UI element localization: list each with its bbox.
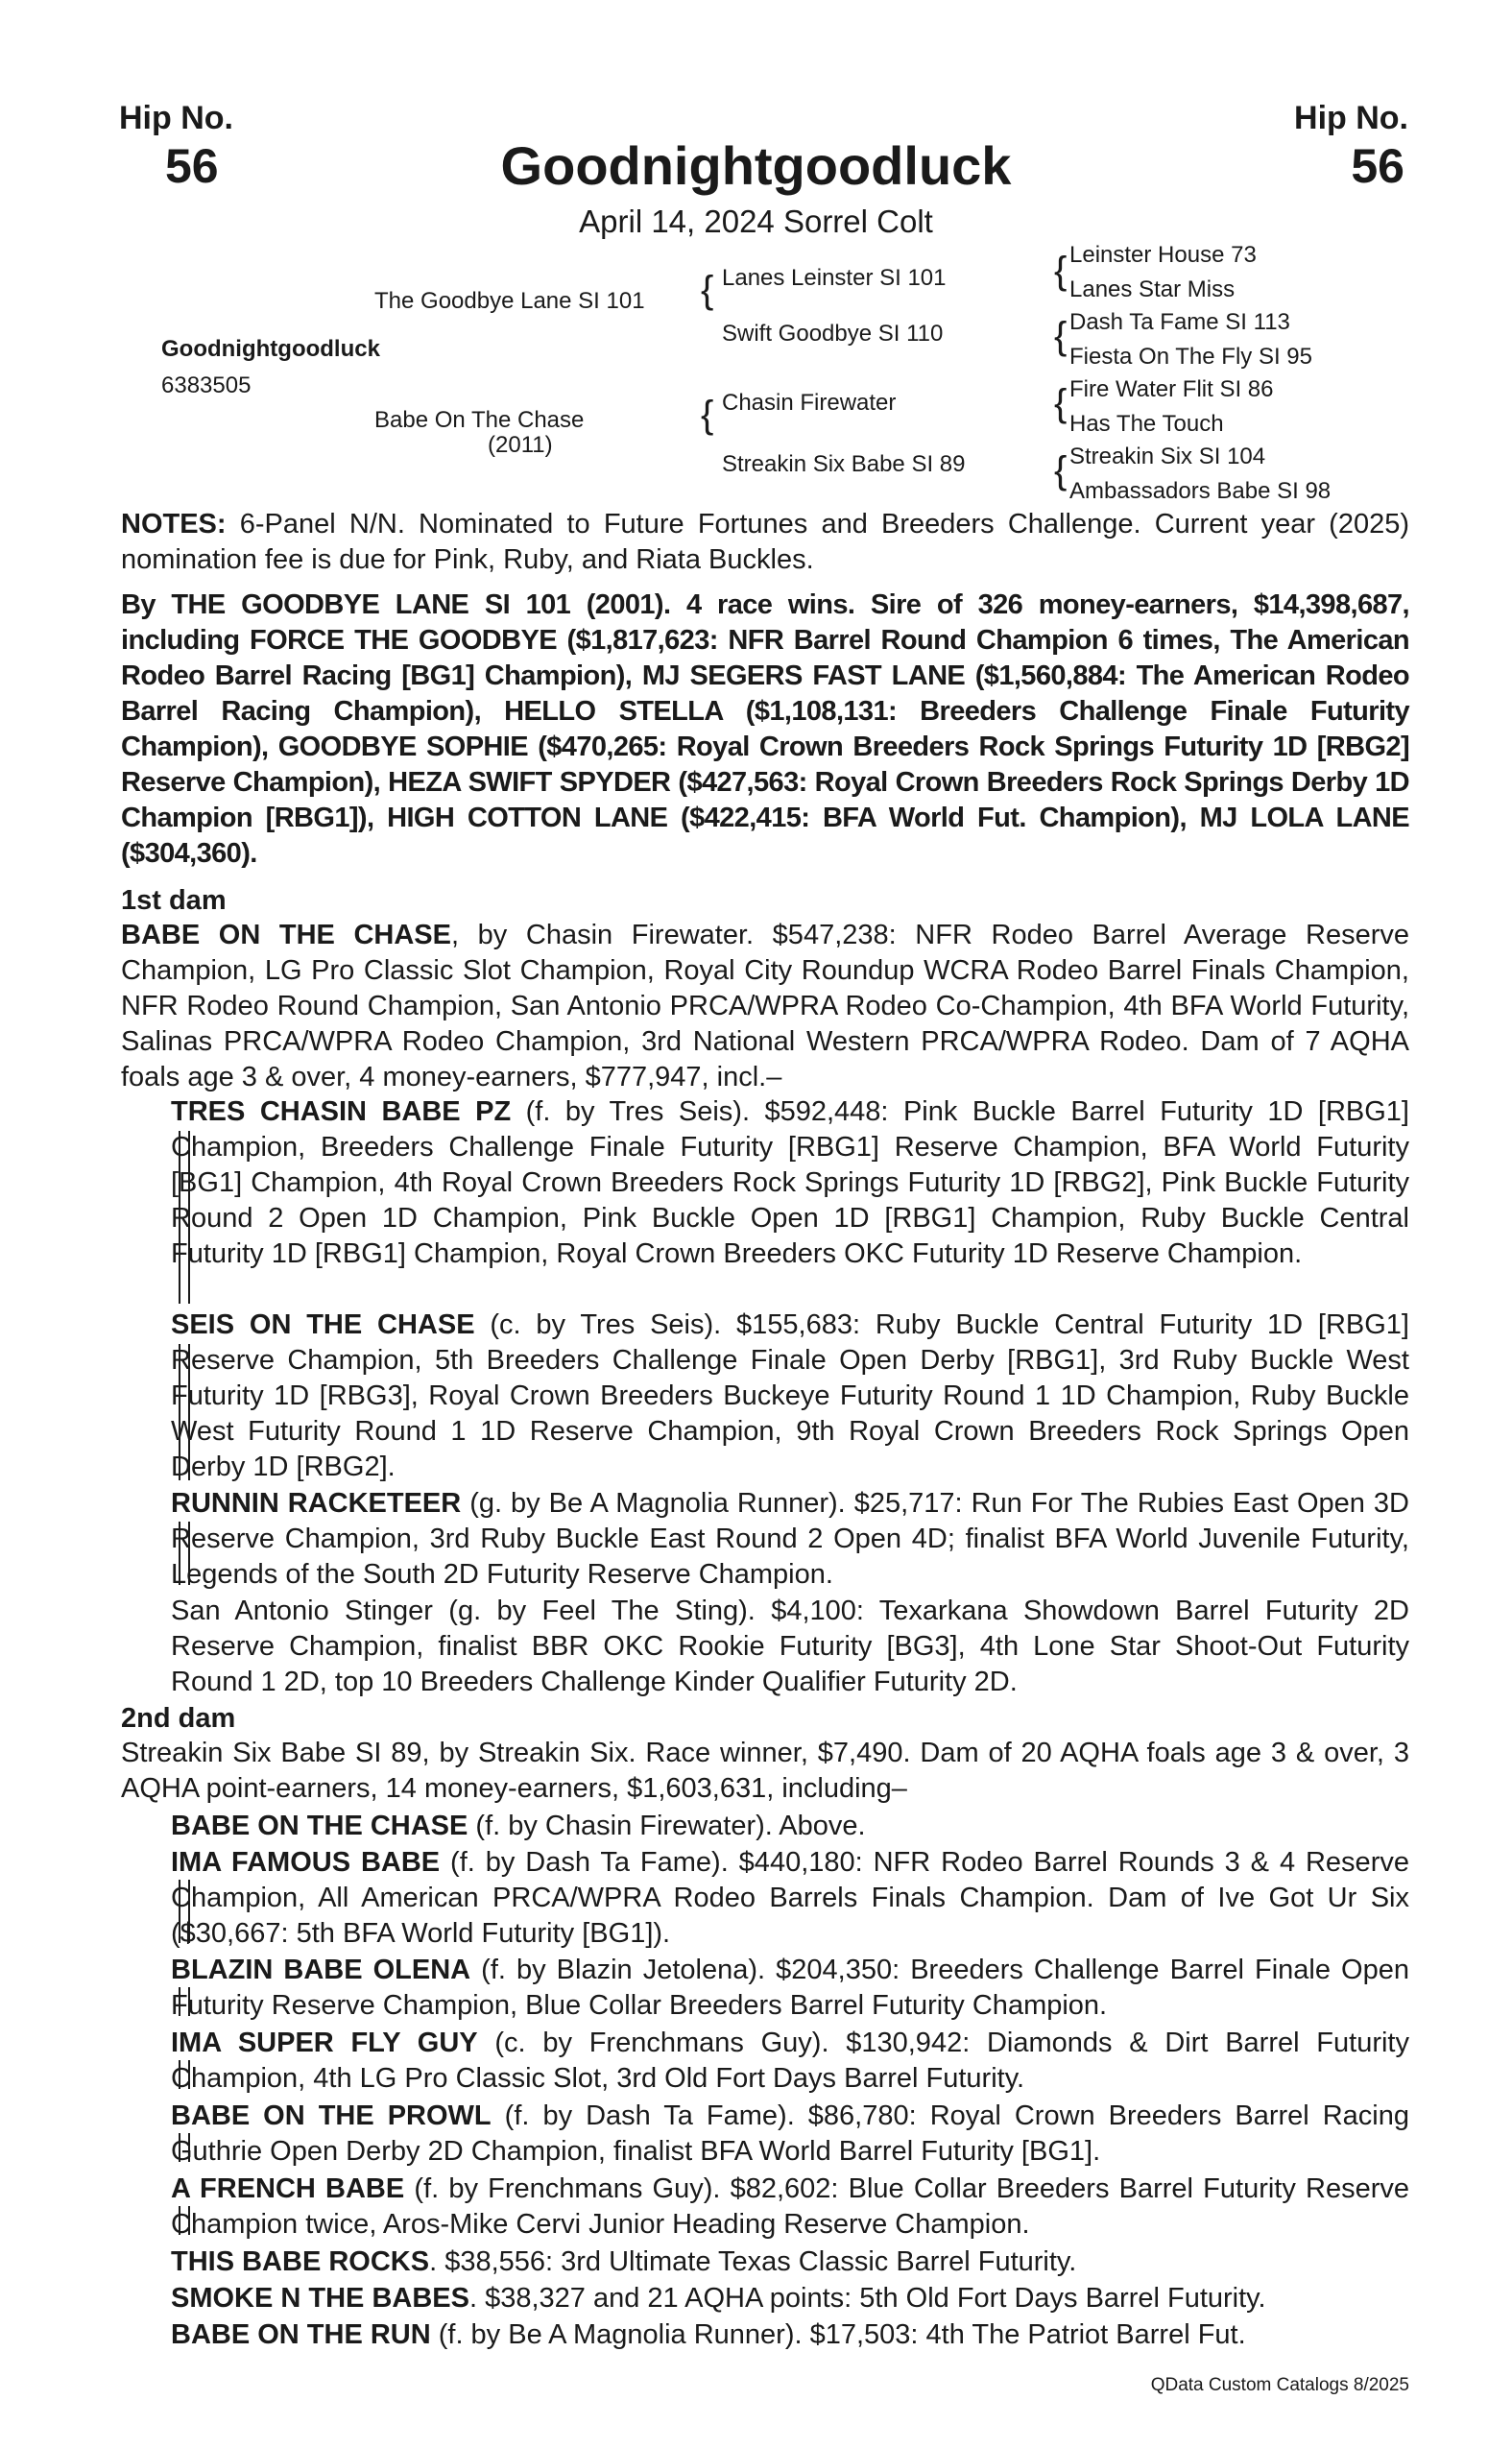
produce-text: (g. by Be A Magnolia Runner). $25,717: Run For The Rubies East Open 3D Reserve Champion, 3rd Ruby Buckle East Round 2 Open 4D; finalist BFA World Juvenile Futurity, Legends of the South 2D Futurity Reserve Champion. <box>171 1488 1409 1590</box>
produce-text: San Antonio Stinger (g. by Feel The Sting). $4,100: Texarkana Showdown Barrel Futurity 2D Reserve Champion, finalist BBR OKC Rookie Futurity [BG3], 4th Lone Star Shoot-Out Futurity Round 1 2D, top 10 Breeders Challenge Kinder Qualifier Futurity 2D. <box>171 1596 1409 1697</box>
produce-name: IMA SUPER FLY GUY <box>171 2028 478 2058</box>
second-dam-text: Streakin Six Babe SI 89, by Streakin Six. Race winner, $7,490. Dam of 20 AQHA foals age 3 & over, 3 AQHA point-earners, 14 money-earners, $1,603,631, including– <box>121 1738 1409 1804</box>
ped-ggp-5: Fire Water Flit SI 86 <box>1069 376 1274 402</box>
produce-name: IMA FAMOUS BABE <box>171 1847 441 1878</box>
second-dam-heading: 2nd dam <box>121 1703 236 1734</box>
produce-name: BABE ON THE RUN <box>171 2319 431 2350</box>
hip-number-right: 56 <box>1351 139 1404 193</box>
produce-item <box>171 1809 1409 1844</box>
brace-sire: { <box>701 269 714 311</box>
notes <box>121 507 1409 578</box>
produce-name: BLAZIN BABE OLENA <box>171 1955 471 1985</box>
produce-name: THIS BABE ROCKS <box>171 2246 430 2277</box>
produce-text: (f. by Dash Ta Fame). $86,780: Royal Crown Breeders Barrel Racing Guthrie Open Derby 2D Champion, finalist BFA World Barrel Futurity [BG1]. <box>171 2100 1409 2167</box>
produce-text: . $38,327 and 21 AQHA points: 5th Old Fort Days Barrel Futurity. <box>468 2283 1266 2314</box>
first-dam-heading: 1st dam <box>121 885 227 916</box>
ped-sire: The Goodbye Lane SI 101 <box>374 288 645 314</box>
ped-ggp-6: Has The Touch <box>1069 411 1224 437</box>
produce-name: RUNNIN RACKETEER <box>171 1488 462 1519</box>
ped-ggp-3: Dash Ta Fame SI 113 <box>1069 309 1290 335</box>
first-dam-text <box>121 918 1409 1095</box>
ped-sire-sire: Lanes Leinster SI 101 <box>722 265 947 291</box>
ped-sire-dam: Swift Goodbye SI 110 <box>722 321 944 347</box>
ped-dam-year: (2011) <box>488 432 553 458</box>
ped-reg-number: 6383505 <box>161 372 252 398</box>
hip-label-right: Hip No. <box>1294 100 1408 136</box>
produce-text: (c. by Tres Seis). $155,683: Ruby Buckle Central Futurity 1D [RBG1] Reserve Champion, 5th Breeders Challenge Finale Open Derby [RBG1], 3rd Ruby Buckle West Futurity 1D [RBG3], Royal Crown Breeders Buckeye Futurity Round 1 1D Champion, Ruby Buckle West Futurity Round 1 1D Reserve Champion, 9th Royal Crown Breeders Rock Springs Open Derby 1D [RBG2]. <box>171 1309 1409 1482</box>
ped-ggp-1: Leinster House 73 <box>1069 242 1257 268</box>
ped-dam-sire: Chasin Firewater <box>722 390 897 416</box>
produce-item <box>171 1594 1409 1700</box>
produce-name: BABE ON THE PROWL <box>171 2100 492 2131</box>
produce-name: SMOKE N THE BABES <box>171 2283 469 2314</box>
produce-item <box>171 2244 1409 2280</box>
produce-item <box>171 1308 1409 1485</box>
notes-text: 6-Panel N/N. Nominated to Future Fortunes and Breeders Challenge. Current year (2025) nomination fee is due for Pink, Ruby, and Riata Buckles. <box>121 509 1409 575</box>
ped-ggp-8: Ambassadors Babe SI 98 <box>1069 478 1332 504</box>
notes-label: NOTES: <box>121 509 227 540</box>
first-dam-name: BABE ON THE CHASE <box>121 920 451 950</box>
produce-text: (f. by Chasin Firewater). Above. <box>468 1811 866 1841</box>
produce-name: TRES CHASIN BABE PZ <box>171 1096 512 1127</box>
ped-ggp-4: Fiesta On The Fly SI 95 <box>1069 344 1312 370</box>
ped-ggp-7: Streakin Six SI 104 <box>1069 444 1266 469</box>
subtitle: April 14, 2024 Sorrel Colt <box>579 204 933 239</box>
horse-name: Goodnightgoodluck <box>500 135 1012 196</box>
produce-text: (f. by Tres Seis). $592,448: Pink Buckle Barrel Futurity 1D [RBG1] Champion, Breeders Challenge Finale Futurity [RBG1] Reserve Champion, BFA World Futurity [BG1] Champion, 4th Royal Crown Breeders Rock Springs Futurity 1D [RBG2], Pink Buckle Futurity Round 2 Open 1D Champion, Pink Buckle Open 1D [RBG1] Champion, Ruby Buckle Central Futurity 1D [RBG1] Champion, Royal Crown Breeders OKC Futurity 1D Reserve Champion. <box>171 1096 1409 1269</box>
brace-dam: { <box>701 394 714 436</box>
footer-credit: QData Custom Catalogs 8/2025 <box>1150 2375 1409 2395</box>
produce-item <box>171 2099 1409 2170</box>
produce-text: (f. by Be A Magnolia Runner). $17,503: 4th The Patriot Barrel Fut. <box>430 2319 1246 2350</box>
produce-item <box>171 1094 1409 1272</box>
brace-ggp-4: { <box>1054 449 1068 492</box>
produce-item <box>171 2026 1409 2097</box>
produce-name: BABE ON THE CHASE <box>171 1811 468 1841</box>
ped-subject: Goodnightgoodluck <box>161 336 380 362</box>
ped-ggp-2: Lanes Star Miss <box>1069 276 1236 302</box>
produce-name: SEIS ON THE CHASE <box>171 1309 475 1340</box>
brace-ggp-2: { <box>1054 315 1068 357</box>
brace-ggp-3: { <box>1054 382 1068 424</box>
produce-item <box>171 1845 1409 1952</box>
produce-text: (c. by Frenchmans Guy). $130,942: Diamonds & Dirt Barrel Futurity Champion, 4th LG Pro Classic Slot, 3rd Old Fort Days Barrel Futurity. <box>171 2028 1409 2094</box>
produce-text: . $38,556: 3rd Ultimate Texas Classic Barrel Futurity. <box>429 2246 1077 2277</box>
sire-paragraph: By THE GOODBYE LANE SI 101 (2001). 4 race wins. Sire of 326 money-earners, $14,398,687, including FORCE THE GOODBYE ($1,817,623: NFR Barrel Round Champion 6 times, The American Rodeo Barrel Racing [BG1] Champion), MJ SEGERS FAST LANE ($1,560,884: The American Rodeo Barrel Racing Champion), HELLO STELLA ($1,108,131: Breeders Challenge Finale Futurity Champion), GOODBYE SOPHIE ($470,265: Royal Crown Breeders Rock Springs Futurity 1D [RBG2] Reserve Champion), HEZA SWIFT SPYDER ($427,563: Royal Crown Breeders Rock Springs Derby 1D Champion [RBG1]), HIGH COTTON LANE ($422,415: BFA World Fut. Champion), MJ LOLA LANE ($304,360). <box>121 589 1409 869</box>
ped-dam-dam: Streakin Six Babe SI 89 <box>722 451 966 477</box>
hip-number-left: 56 <box>165 139 219 193</box>
brace-ggp-1: { <box>1054 250 1068 292</box>
produce-text: (f. by Dash Ta Fame). $440,180: NFR Rodeo Barrel Rounds 3 & 4 Reserve Champion, All American PRCA/WPRA Rodeo Barrels Finals Champion. Dam of Ive Got Ur Six ($30,667: 5th BFA World Futurity [BG1]). <box>171 1847 1409 1949</box>
produce-item <box>171 2172 1409 2243</box>
hip-label-left: Hip No. <box>119 100 233 136</box>
produce-item <box>171 2317 1409 2353</box>
produce-item <box>171 1953 1409 2024</box>
first-dam-description: , by Chasin Firewater. $547,238: NFR Rodeo Barrel Average Reserve Champion, LG Pro Classic Slot Champion, Royal City Roundup WCRA Rodeo Barrel Finals Champion, NFR Rodeo Round Champion, San Antonio PRCA/WPRA Rodeo Co-Champion, 4th BFA World Futurity, Salinas PRCA/WPRA Rodeo Champion, 3rd National Western PRCA/WPRA Rodeo. Dam of 7 AQHA foals age 3 & over, 4 money-earners, $777,947, incl.– <box>121 920 1409 1092</box>
produce-text: (f. by Frenchmans Guy). $82,602: Blue Collar Breeders Barrel Futurity Reserve Champion twice, Aros-Mike Cervi Junior Heading Reserve Champion. <box>171 2173 1410 2240</box>
produce-text: (f. by Blazin Jetolena). $204,350: Breeders Challenge Barrel Finale Open Futurity Reserve Champion, Blue Collar Breeders Barrel Futurity Champion. <box>171 1955 1409 2021</box>
produce-item <box>171 1486 1409 1593</box>
produce-name: A FRENCH BABE <box>171 2173 405 2204</box>
produce-item <box>171 2281 1409 2316</box>
ped-dam: Babe On The Chase <box>374 407 585 433</box>
